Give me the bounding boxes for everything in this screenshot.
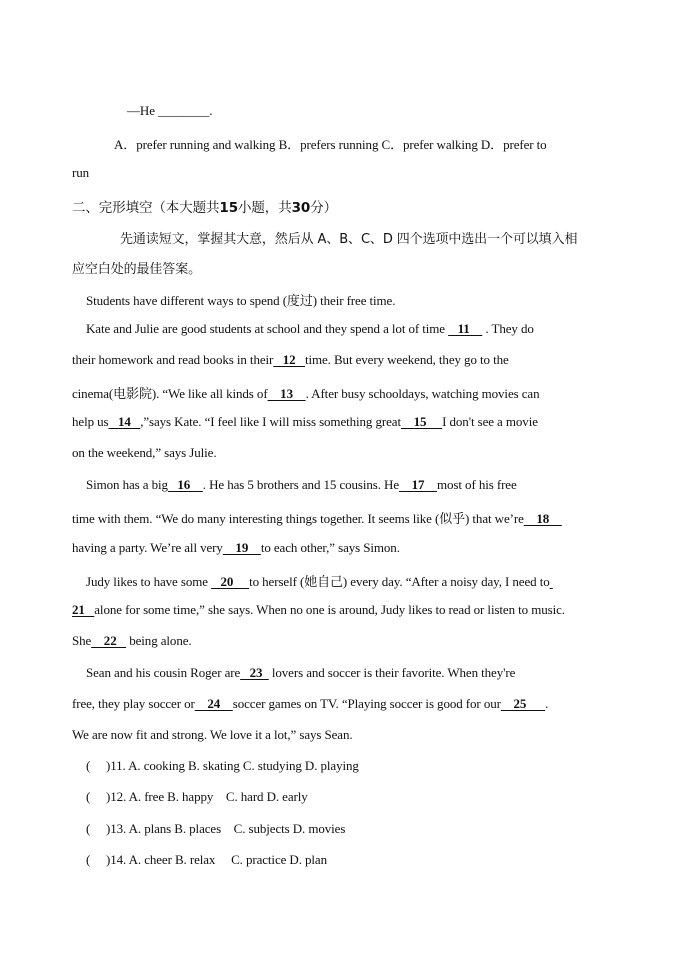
question-text: 11. A. cooking B. skating C. studying D. playing — [110, 758, 359, 773]
blank-13: 13 — [267, 386, 306, 401]
blank-23: 23 — [240, 665, 269, 680]
passage-text: alone for some time,” she says. When no one is around, Judy likes to read or listen to music. — [94, 602, 565, 617]
passage-text: lovers and soccer is their favorite. When they're — [268, 665, 516, 680]
passage-text: their homework and read books in their — [72, 352, 274, 367]
answer-paren: ( ) — [86, 758, 111, 773]
q10-options — [114, 134, 547, 153]
blank-21-start — [550, 574, 553, 589]
passage-line-4 — [72, 383, 539, 402]
blank-12: 12 — [273, 352, 305, 367]
q10-line: —He ________. — [127, 103, 213, 118]
passage-text: . He has 5 brothers and 15 cousins. He — [202, 477, 399, 492]
blank-17: 17 — [399, 477, 438, 492]
blank-22: 22 — [91, 633, 127, 648]
q10-stem — [127, 103, 212, 119]
passage-line-7 — [86, 477, 517, 493]
passage-line-11 — [72, 602, 565, 618]
question-text: 13. A. plans B. places C. subjects D. movies — [110, 821, 346, 836]
passage-text: time. But every weekend, they go to the — [304, 352, 509, 367]
passage-line-5 — [72, 414, 538, 430]
q10-options-cont-text: run — [72, 165, 90, 180]
passage-line-14 — [72, 696, 548, 712]
passage-text: Sean and his cousin Roger are — [86, 665, 241, 680]
passage-line-15 — [72, 727, 353, 743]
passage-line-9 — [72, 540, 400, 556]
blank-11: 11 — [448, 321, 483, 336]
blank-19: 19 — [222, 540, 261, 555]
question-13 — [86, 821, 345, 837]
section-heading — [72, 196, 337, 216]
passage-line-8 — [72, 508, 562, 527]
passage-text: We are now fit and strong. We love it a lot,” says Sean. — [72, 727, 353, 742]
instruction-line-2 — [72, 258, 201, 277]
passage-text: soccer games on TV. “Playing soccer is good for our — [232, 696, 501, 711]
answer-paren: ( ) — [86, 789, 111, 804]
passage-text: I don't see a movie — [442, 414, 538, 429]
passage-line-2 — [86, 321, 534, 337]
passage-text: on the weekend,” says Julie. — [72, 445, 217, 460]
passage-line-3 — [72, 352, 509, 368]
section-heading-post: 分） — [310, 200, 338, 216]
question-text: 12. A. free B. happy C. hard D. early — [110, 789, 308, 804]
blank-15: 15 — [400, 414, 443, 429]
passage-text: to herself (她自己) every day. “After a noisy day, I need to — [249, 574, 550, 589]
blank-16: 16 — [167, 477, 203, 492]
passage-text: cinema(电影院). “We like all kinds of — [72, 386, 268, 401]
blank-21: 21 — [72, 602, 95, 617]
instruction-text-2: 应空白处的最佳答案。 — [72, 262, 202, 277]
instruction-text-1: 先通读短文，掌握其大意，然后从 A、B、C、D 四个选项中选出一个可以填入相 — [120, 232, 578, 247]
q10-options-cont — [72, 165, 89, 181]
passage-text: Students have different ways to spend (度过) their free time. — [86, 293, 396, 308]
blank-25: 25 — [500, 696, 546, 711]
passage-line-10 — [86, 571, 553, 590]
passage-text: Simon has a big — [86, 477, 168, 492]
passage-line-1 — [86, 290, 395, 309]
passage-line-6 — [72, 445, 217, 461]
passage-text: to each other,” says Simon. — [260, 540, 400, 555]
section-heading-count: 15 — [219, 200, 238, 216]
passage-text: . — [545, 696, 549, 711]
blank-14: 14 — [108, 414, 141, 429]
question-11 — [86, 758, 359, 774]
passage-text: being alone. — [126, 633, 192, 648]
answer-paren: ( ) — [86, 852, 111, 867]
passage-text: ,”says Kate. “I feel like I will miss something great — [140, 414, 401, 429]
blank-20: 20 — [211, 574, 250, 589]
passage-text: . They do — [485, 321, 534, 336]
passage-text: time with them. “We do many interesting things together. It seems like (似乎) that we’re — [72, 511, 524, 526]
answer-paren: ( ) — [86, 821, 111, 836]
section-heading-mid: 小题，共 — [238, 200, 292, 216]
blank-24: 24 — [194, 696, 233, 711]
passage-line-12 — [72, 633, 192, 649]
blank-18: 18 — [523, 511, 562, 526]
section-heading-score: 30 — [291, 200, 311, 216]
question-12 — [86, 789, 308, 805]
instruction-line-1 — [120, 228, 577, 247]
question-text: 14. A. cheer B. relax C. practice D. plan — [110, 852, 328, 867]
passage-text: having a party. We’re all very — [72, 540, 223, 555]
passage-text: free, they play soccer or — [72, 696, 195, 711]
passage-text: most of his free — [437, 477, 517, 492]
passage-text: She — [72, 633, 92, 648]
section-heading-pre: 二、完形填空（本大题共 — [72, 200, 220, 216]
passage-line-13 — [86, 665, 515, 681]
passage-text: . After busy schooldays, watching movies can — [305, 386, 540, 401]
question-14 — [86, 852, 327, 868]
passage-text: Judy likes to have some — [86, 574, 212, 589]
passage-text: help us — [72, 414, 109, 429]
passage-text: Kate and Julie are good students at school and they spend a lot of time — [86, 321, 445, 336]
q10-options-text: A．prefer running and walking B．prefers running C．prefer walking D．prefer to — [114, 137, 547, 152]
